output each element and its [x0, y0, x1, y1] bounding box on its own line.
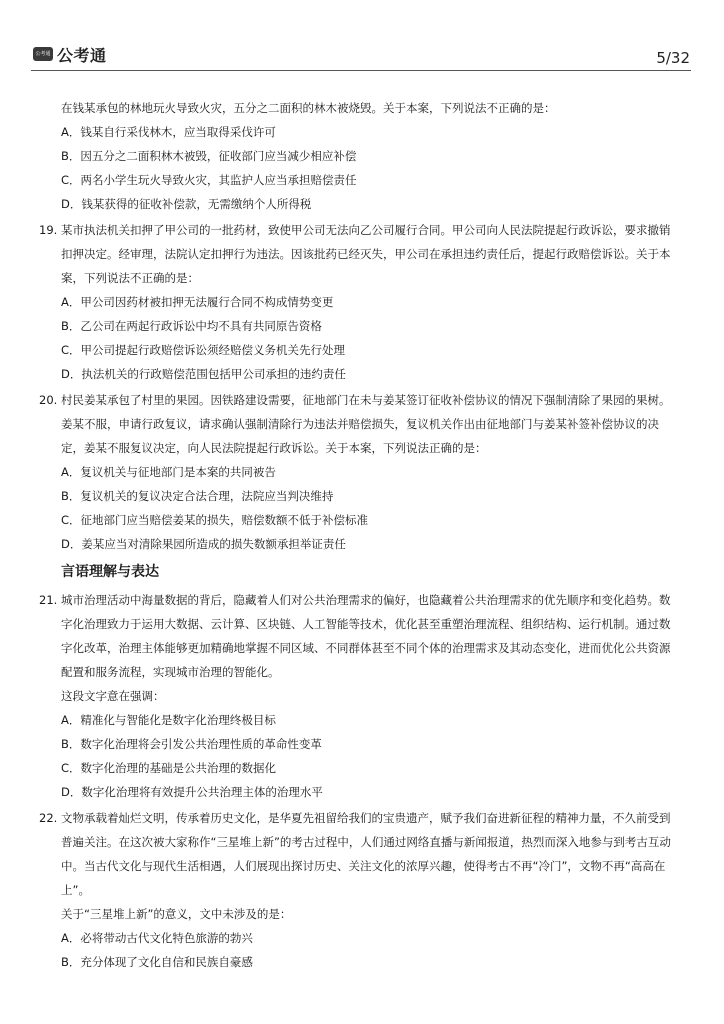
- q19-option-a: A．甲公司因药材被扣押无法履行合同不构成情势变更: [61, 295, 334, 309]
- q22-number: 22.: [39, 811, 58, 825]
- q21-stem-line: 配置和服务流程，实现城市治理的智能化。: [61, 665, 280, 679]
- q19-option-c: C．甲公司提起行政赔偿诉讼须经赔偿义务机关先行处理: [61, 343, 346, 357]
- q22-stem-line: 文物承载着灿烂文明，传承着历史文化，是华夏先祖留给我们的宝贵遗产，赋予我们奋进新征程的精神力量，不久前受到: [61, 811, 671, 825]
- q22-stem-line: 中。当古代文化与现代生活相遇，人们展现出探讨历史、关注文化的浓厚兴趣，使得考古不再“冷门”，文物不再“高高在: [61, 859, 666, 873]
- q19-stem-line: 案，下列说法不正确的是：: [61, 271, 199, 285]
- q21-option-a: A．精准化与智能化是数字化治理终极目标: [61, 713, 276, 727]
- q21-prompt: 这段文字意在强调：: [61, 689, 165, 703]
- q22-option-a: A．必将带动古代文化特色旅游的勃兴: [61, 931, 253, 945]
- q19-number: 19.: [39, 223, 58, 237]
- logo-text: 公考通: [57, 45, 107, 65]
- q22-stem-line: 上”。: [61, 883, 90, 897]
- q21-stem-line: 字化治理致力于运用大数据、云计算、区块链、人工智能等技术，优化甚至重塑治理流程、组织结构、运行机制。通过数: [61, 617, 671, 631]
- q20-option-a: A．复议机关与征地部门是本案的共同被告: [61, 465, 276, 479]
- q21-option-c: C．数字化治理的基础是公共治理的数据化: [61, 761, 277, 775]
- q20-stem-line: 定，姜某不服复议决定，向人民法院提起行政诉讼。关于本案，下列说法正确的是：: [61, 441, 487, 455]
- q21-number: 21.: [39, 593, 58, 607]
- q19-stem-line: 扣押决定。经审理，法院认定扣押行为违法。因该批药已经灭失，甲公司在承担违约责任后，提起行政赔偿诉讼。关于本: [61, 247, 671, 261]
- q19-stem-line: 某市执法机关扣押了甲公司的一批药材，致使甲公司无法向乙公司履行合同。甲公司向人民法院提起行政诉讼，要求撤销: [61, 223, 671, 237]
- q22-option-b: B．充分体现了文化自信和民族自豪感: [61, 955, 253, 969]
- section-title: 言语理解与表达: [61, 564, 159, 580]
- q20-option-d: D．姜某应当对清除果园所造成的损失数额承担举证责任: [61, 537, 346, 551]
- q18-option-c: C．两名小学生玩火导致火灾，其监护人应当承担赔偿责任: [61, 173, 357, 187]
- logo: [33, 45, 107, 63]
- q21-option-d: D．数字化治理将有效提升公共治理主体的治理水平: [61, 785, 323, 799]
- q18-option-b: B．因五分之二面积林木被毁，征收部门应当减少相应补偿: [61, 149, 357, 163]
- q21-stem-line: 字化改革，治理主体能够更加精确地掌握不同区域、不同群体甚至不同个体的治理需求及其动态变化，进而优化公共资源: [61, 641, 671, 655]
- page-number: 5/32: [656, 49, 690, 67]
- q22-stem-line: 普遍关注。在这次被大家称作“三星堆上新”的考古过程中，人们通过网络直播与新闻报道，热烈而深入地参与到考古互动: [61, 835, 671, 849]
- logo-badge-icon: 公考通: [33, 47, 53, 61]
- q20-stem-line: 村民姜某承包了村里的果园。因铁路建设需要，征地部门在未与姜某签订征收补偿协议的情况下强制清除了果园的果树。: [61, 393, 671, 407]
- q18-option-d: D．钱某获得的征收补偿款，无需缴纳个人所得税: [61, 197, 312, 211]
- q20-option-c: C．征地部门应当赔偿姜某的损失，赔偿数额不低于补偿标准: [61, 513, 369, 527]
- q19-option-b: B．乙公司在两起行政诉讼中均不具有共同原告资格: [61, 319, 322, 333]
- q20-stem-line: 姜某不服，申请行政复议，请求确认强制清除行为违法并赔偿损失，复议机关作出由征地部门与姜某补签补偿协议的决: [61, 417, 659, 431]
- q21-option-b: B．数字化治理将会引发公共治理性质的革命性变革: [61, 737, 322, 751]
- q22-prompt: 关于“三星堆上新”的意义，文中未涉及的是：: [61, 907, 292, 921]
- q21-stem-line: 城市治理活动中海量数据的背后，隐藏着人们对公共治理需求的偏好，也隐藏着公共治理需求的优先顺序和变化趋势。数: [61, 593, 671, 607]
- q20-number: 20.: [39, 393, 58, 407]
- q18-stem-tail: 在钱某承包的林地玩火导致火灾，五分之二面积的林木被烧毁。关于本案，下列说法不正确的是：: [61, 101, 556, 115]
- q19-option-d: D．执法机关的行政赔偿范围包括甲公司承担的违约责任: [61, 367, 346, 381]
- header-divider: [31, 70, 691, 71]
- page-header: [0, 0, 724, 70]
- q20-option-b: B．复议机关的复议决定合法合理，法院应当判决维持: [61, 489, 334, 503]
- q18-option-a: A．钱某自行采伐林木，应当取得采伐许可: [61, 125, 276, 139]
